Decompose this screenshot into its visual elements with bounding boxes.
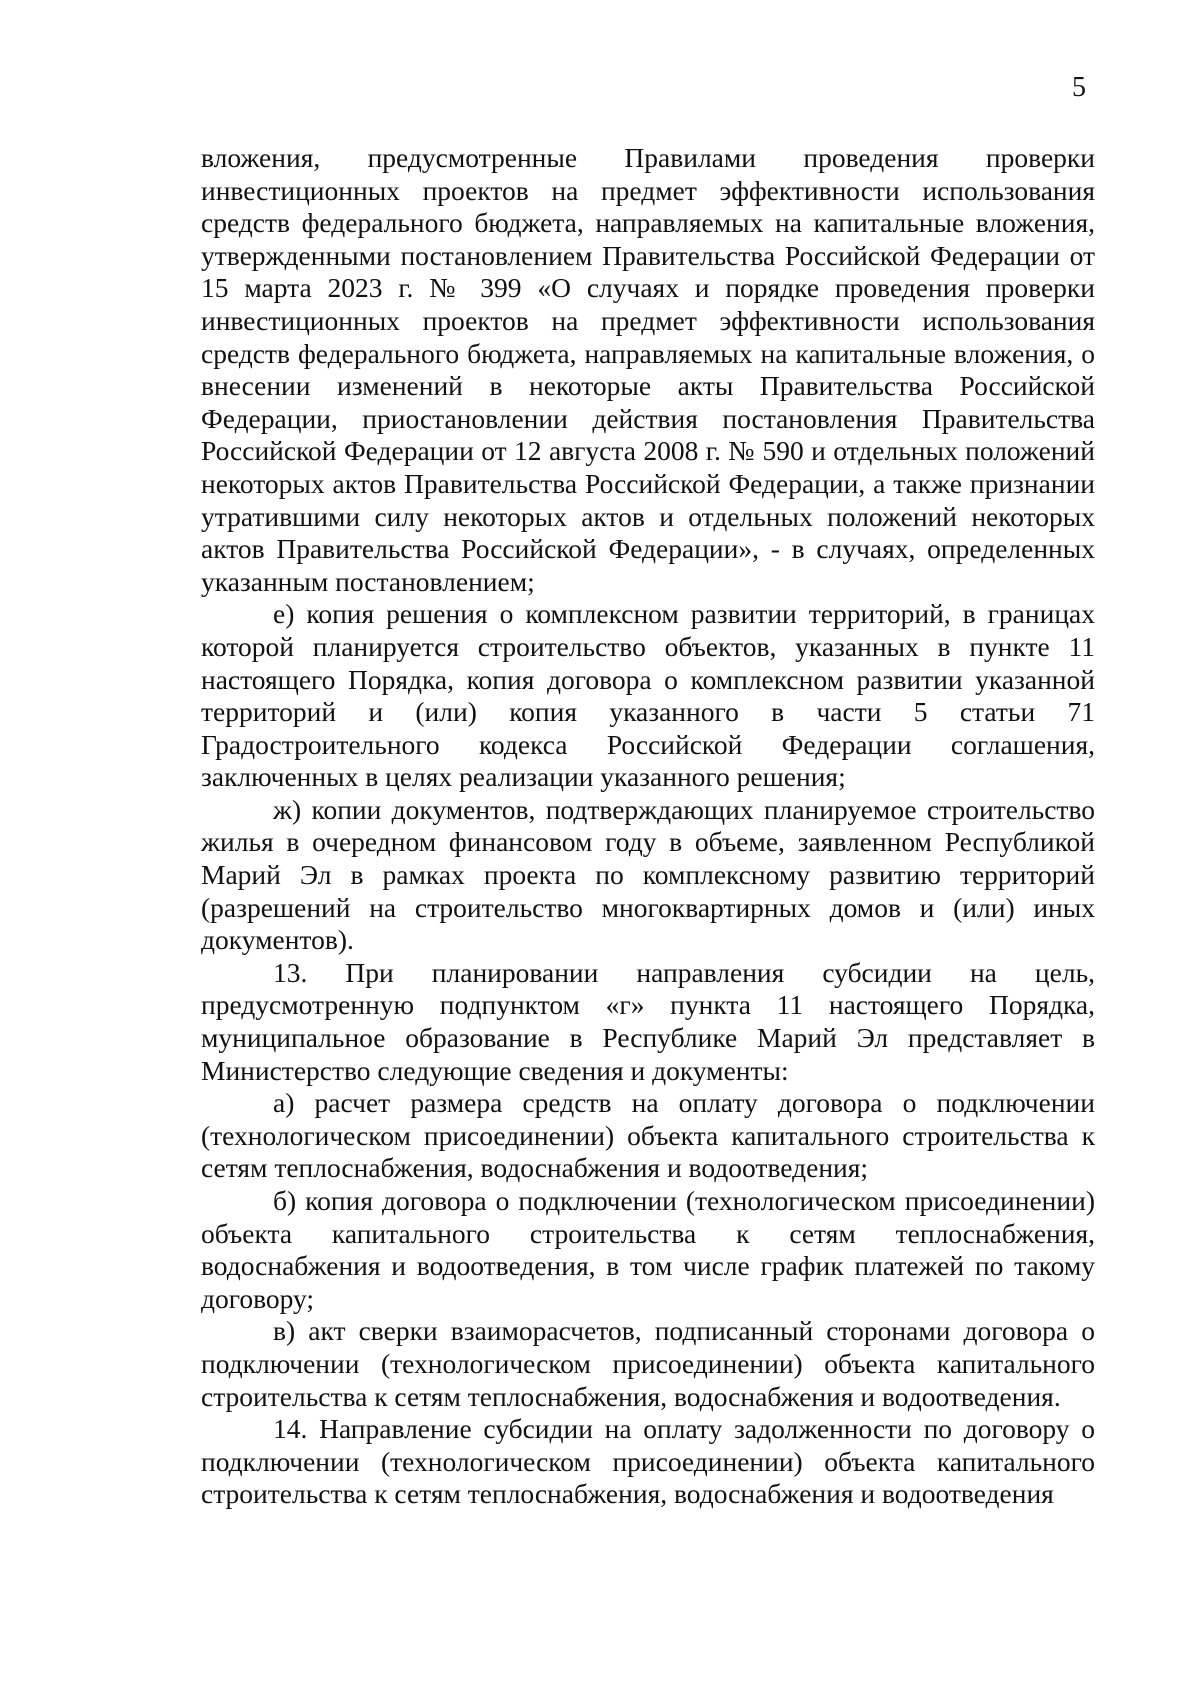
paragraph-item-v: в) акт сверки взаиморасчетов, подписанный сторонами договора о подключении (технологическом присоединении) объекта капитального строительства к сетям теплоснабжения, водоснабжения и водоотведения.	[201, 1315, 1095, 1412]
paragraph-item-b: б) копия договора о подключении (технологическом присоединении) объекта капитального строительства к сетям теплоснабжения, водоснабжения и водоотведения, в том числе график платежей по такому договору;	[201, 1185, 1095, 1314]
paragraph-item-a: а) расчет размера средств на оплату договора о подключении (технологическом присоединении) объекта капитального строительства к сетям теплоснабжения, водоснабжения и водоотведения;	[201, 1087, 1095, 1184]
paragraph-item-e: е) копия решения о комплексном развитии территорий, в границах которой планируется строительство объектов, указанных в пункте 11 настоящего Порядка, копия договора о комплексном развитии указанной территорий и (или) копия указанного в части 5 статьи 71 Градостроительного кодекса Российской Федерации соглашения, заключенных в целях реализации указанного решения;	[201, 598, 1095, 793]
document-body	[201, 142, 1095, 1511]
paragraph-item-zh: ж) копии документов, подтверждающих планируемое строительство жилья в очередном финансовом году в объеме, заявленном Республикой Марий Эл в рамках проекта по комплексному развитию территорий (разрешений на строительство многоквартирных домов и (или) иных документов).	[201, 793, 1095, 956]
paragraph-point-14: 14. Направление субсидии на оплату задолженности по договору о подключении (технологическом присоединении) объекта капитального строительства к сетям теплоснабжения, водоснабжения и водоотведения	[201, 1413, 1095, 1510]
page-number: 5	[1072, 72, 1086, 103]
paragraph-point-13: 13. При планировании направления субсидии на цель, предусмотренную подпунктом «г» пункта 11 настоящего Порядка, муниципальное образование в Республике Марий Эл представляет в Министерство следующие сведения и документы:	[201, 956, 1095, 1086]
paragraph-continuation: вложения, предусмотренные Правилами проведения проверки инвестиционных проектов на предмет эффективности использования средств федерального бюджета, направляемых на капитальные вложения, утвержденными постановлением Правительства Российской Федерации от 15 марта 2023 г. № 399 «О случаях и порядке проведения проверки инвестиционных проектов на предмет эффективности использования средств федерального бюджета, направляемых на капитальные вложения, о внесении изменений в некоторые акты Правительства Российской Федерации, приостановлении действия постановления Правительства Российской Федерации от 12 августа 2008 г. № 590 и отдельных положений некоторых актов Правительства Российской Федерации, а также признании утратившими силу некоторых актов и отдельных положений некоторых актов Правительства Российской Федерации», - в случаях, определенных указанным постановлением;	[201, 142, 1095, 597]
